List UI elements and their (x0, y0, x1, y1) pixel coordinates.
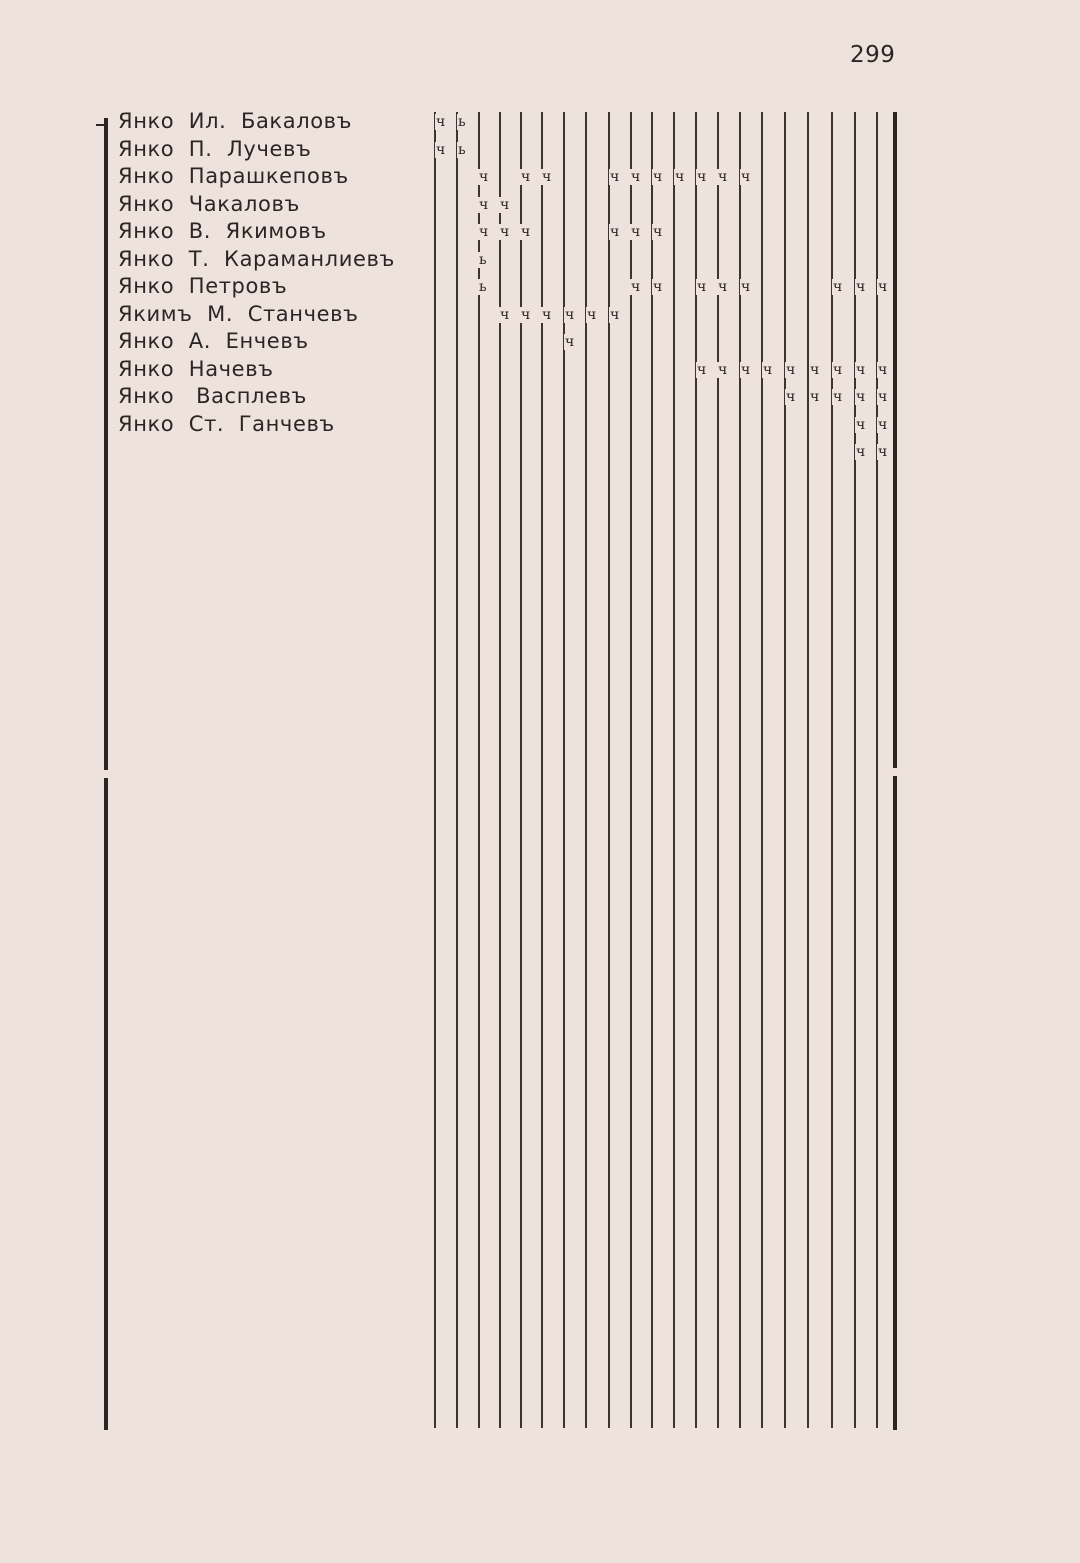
attendance-mark: ч (718, 362, 728, 378)
column-rule (478, 112, 480, 1428)
column-rule (761, 112, 763, 1428)
attendance-mark: ч (631, 224, 641, 240)
name-row: Янко Т. Караманлиевъ (118, 246, 395, 271)
attendance-mark: ч (697, 169, 707, 185)
name-row: Янко Васплевъ (118, 384, 307, 408)
name-row: Янко Начевъ (118, 356, 274, 381)
name-row: Янко Ст. Ганчевъ (118, 411, 335, 436)
attendance-mark: ч (479, 197, 489, 213)
attendance-mark: ч (878, 444, 888, 460)
name-row: Янко Ил. Бакаловъ (118, 109, 353, 133)
attendance-mark: ч (718, 169, 728, 185)
name-row: Янко Парашкеповъ (118, 164, 349, 188)
attendance-mark: ч (810, 389, 820, 405)
name-row: Янко В. Якимовъ (118, 219, 327, 243)
attendance-mark: ч (833, 389, 843, 405)
attendance-mark: ч (653, 224, 663, 240)
attendance-mark: ч (856, 417, 866, 433)
attendance-mark: ч (500, 224, 510, 240)
names-list (118, 108, 395, 438)
attendance-mark: ч (786, 389, 796, 405)
attendance-mark: ь (479, 252, 487, 268)
attendance-mark: ь (458, 142, 466, 158)
page-number: 299 (850, 42, 896, 68)
column-rule (673, 112, 675, 1428)
attendance-mark: ч (500, 307, 510, 323)
attendance-mark: ч (479, 224, 489, 240)
column-rule (831, 112, 833, 1428)
attendance-mark: ч (856, 389, 866, 405)
attendance-mark: ч (500, 197, 510, 213)
name-row: Янко А. Енчевъ (118, 329, 309, 353)
column-rule (695, 112, 697, 1428)
attendance-mark: ч (718, 279, 728, 295)
attendance-mark: ч (810, 362, 820, 378)
attendance-mark: ч (653, 279, 663, 295)
attendance-mark: ч (436, 142, 446, 158)
attendance-mark: ч (833, 362, 843, 378)
attendance-mark: ь (479, 279, 487, 295)
attendance-mark: ч (833, 279, 843, 295)
attendance-mark: ч (542, 307, 552, 323)
attendance-mark: ч (878, 279, 888, 295)
attendance-mark: ч (763, 362, 773, 378)
column-rule (651, 112, 653, 1428)
attendance-mark: ч (697, 362, 707, 378)
attendance-mark: ч (521, 224, 531, 240)
name-row: Янко Петровъ (118, 274, 288, 298)
column-rule (630, 112, 632, 1428)
attendance-mark: ч (521, 169, 531, 185)
attendance-mark: ч (741, 362, 751, 378)
attendance-mark: ч (856, 362, 866, 378)
attendance-mark: ч (878, 389, 888, 405)
attendance-mark: ч (587, 307, 597, 323)
name-row: Якимъ М. Станчевъ (118, 301, 359, 326)
attendance-mark: ч (856, 444, 866, 460)
attendance-mark: ч (741, 169, 751, 185)
column-rule (784, 112, 786, 1428)
right-border-break (889, 768, 901, 776)
attendance-mark: ч (878, 362, 888, 378)
attendance-mark: ч (610, 307, 620, 323)
column-rule (739, 112, 741, 1428)
column-rule (717, 112, 719, 1428)
column-rule (876, 112, 878, 1428)
attendance-mark: ч (878, 417, 888, 433)
attendance-mark: ч (479, 169, 489, 185)
attendance-mark: ч (610, 169, 620, 185)
attendance-mark: ч (542, 169, 552, 185)
attendance-mark: ч (741, 279, 751, 295)
attendance-mark: ь (458, 114, 466, 130)
attendance-mark: ч (565, 307, 575, 323)
column-rule (456, 112, 458, 1428)
attendance-mark: ч (786, 362, 796, 378)
attendance-mark: ч (631, 169, 641, 185)
name-row: Янко П. Лучевъ (118, 136, 312, 161)
attendance-mark: ч (565, 334, 575, 350)
name-row: Янко Чакаловъ (118, 191, 300, 216)
attendance-mark: ч (856, 279, 866, 295)
column-rule (434, 112, 436, 1428)
attendance-mark: ч (675, 169, 685, 185)
attendance-mark: ч (697, 279, 707, 295)
attendance-mark: ч (521, 307, 531, 323)
attendance-mark: ч (631, 279, 641, 295)
attendance-mark: ч (436, 114, 446, 130)
attendance-mark: ч (610, 224, 620, 240)
attendance-mark: ч (653, 169, 663, 185)
column-rule (807, 112, 809, 1428)
column-rule (854, 112, 856, 1428)
